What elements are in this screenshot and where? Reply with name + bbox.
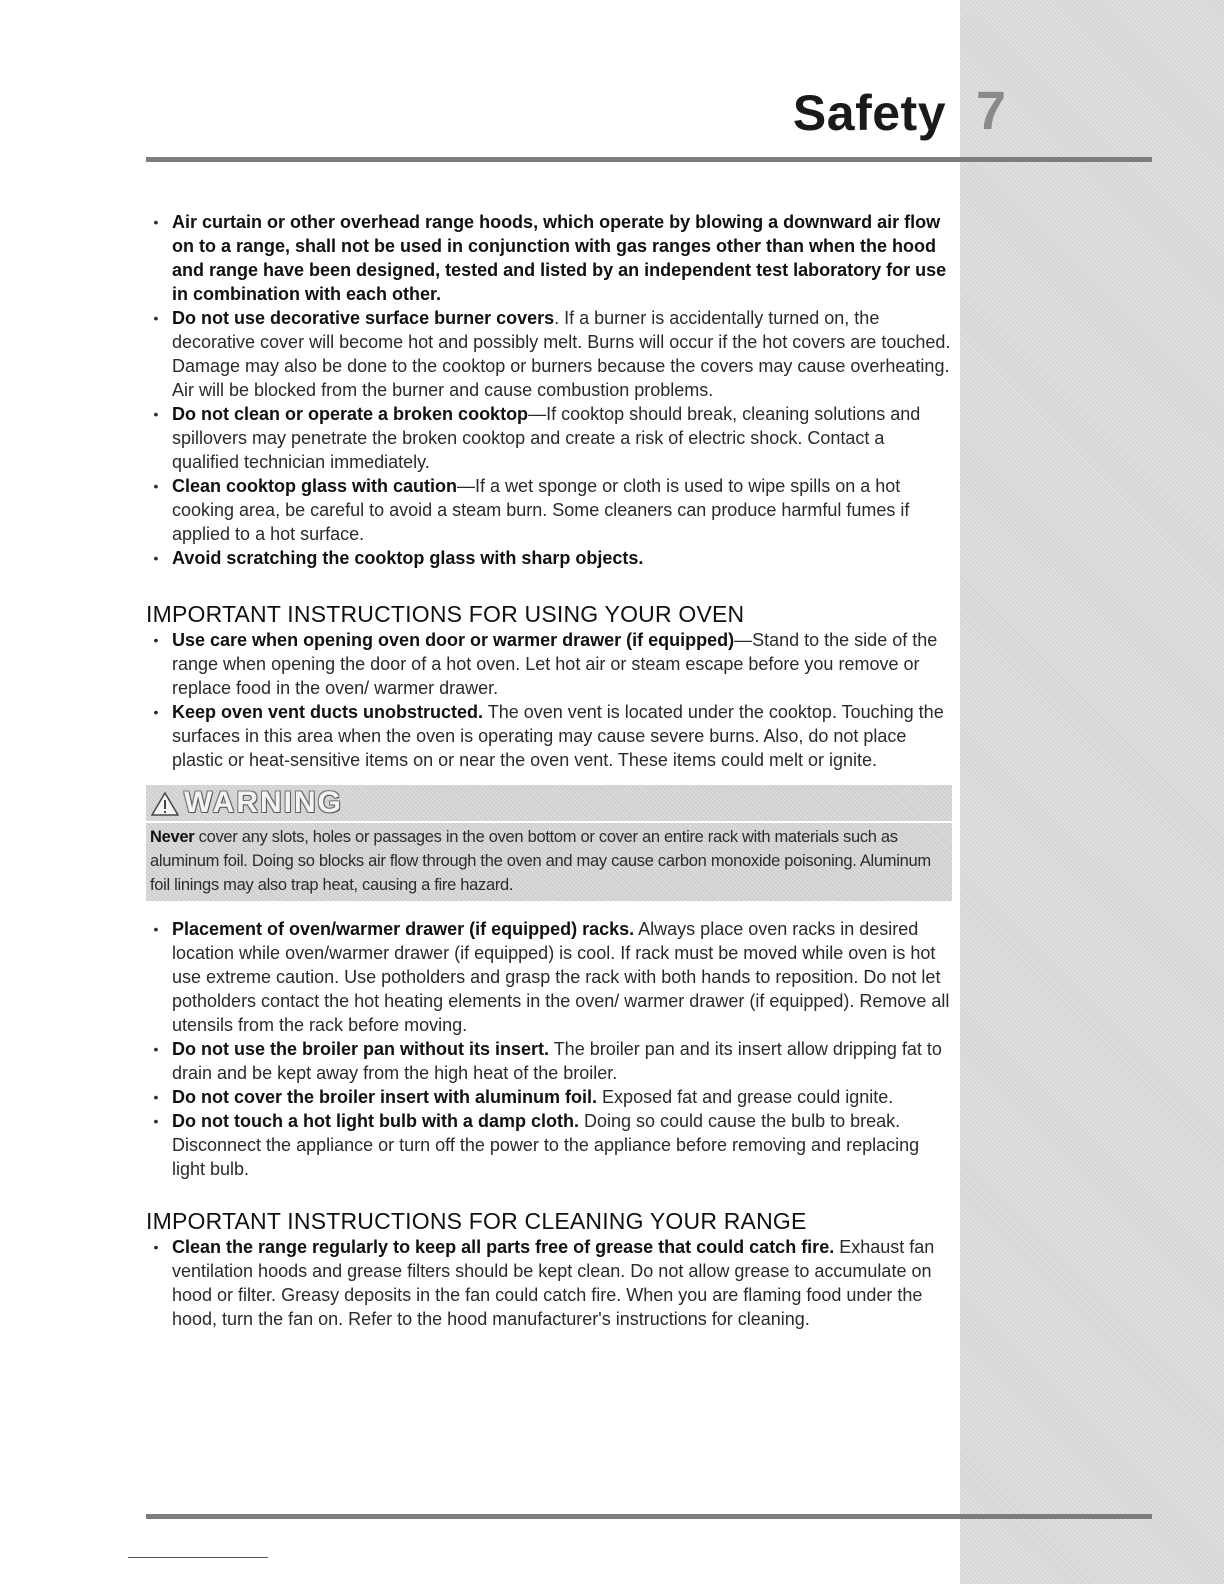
- bullet-dot-icon: •: [153, 921, 159, 937]
- bullet-dot-icon: •: [153, 1041, 159, 1057]
- oven-list: [146, 628, 952, 772]
- intro-list: [146, 210, 952, 570]
- warning-header: [150, 785, 343, 821]
- bullet-dot-icon: •: [153, 214, 159, 230]
- cleaning-list: [146, 1235, 952, 1331]
- oven-list-continued: [146, 917, 952, 1181]
- warning-text: Never cover any slots, holes or passages in the oven bottom or cover an entire rack with materials such as aluminum foil. Doing so blocks air flow through the oven and may cause carbon monoxide poisoning. Aluminum foil linings may also trap heat, causing a fire hazard.: [150, 828, 931, 894]
- list-item: • Avoid scratching the cooktop glass with sharp objects.: [146, 546, 952, 570]
- warning-divider: [146, 821, 952, 823]
- bullet-dot-icon: •: [153, 1239, 159, 1255]
- warning-title: WARNING: [184, 786, 343, 819]
- list-item: • Clean cooktop glass with caution—If a wet sponge or cloth is used to wipe spills on a hot cooking area, be careful to avoid a steam burn. Some cleaners can produce harmful fumes if applied to a hot surface.: [146, 474, 952, 546]
- warning-triangle-icon: [150, 789, 180, 817]
- top-rule: [146, 157, 1152, 162]
- list-item: • Do not clean or operate a broken cooktop—If cooktop should break, cleaning solutions and spillovers may penetrate the broken cooktop and create a risk of electric shock. Contact a qualified technician immediately.: [146, 402, 952, 474]
- list-item: • Do not cover the broiler insert with aluminum foil. Exposed fat and grease could ignite.: [146, 1085, 952, 1109]
- page-number: 7: [975, 81, 1007, 141]
- warning-box: [146, 785, 952, 901]
- list-item: • Do not use the broiler pan without its insert. The broiler pan and its insert allow dripping fat to drain and be kept away from the high heat of the broiler.: [146, 1037, 952, 1085]
- list-item: • Use care when opening oven door or warmer drawer (if equipped)—Stand to the side of the range when opening the door of a hot oven. Let hot air or steam escape before you remove or replace food in the oven/ warmer drawer.: [146, 628, 952, 700]
- list-item: • Do not use decorative surface burner covers. If a burner is accidentally turned on, the decorative cover will become hot and possibly melt. Burns will occur if the hot covers are touched. Damage may also be done to the cooktop or burners because the covers may cause overheating. Air will be blocked from the burner and cause combustion problems.: [146, 306, 952, 402]
- list-item: • Do not touch a hot light bulb with a damp cloth. Doing so could cause the bulb to break. Disconnect the appliance or turn off the power to the appliance before removing and replacing light bulb.: [146, 1109, 952, 1181]
- bullet-dot-icon: •: [153, 704, 159, 720]
- bullet-dot-icon: •: [153, 1089, 159, 1105]
- page-title: Safety: [792, 85, 946, 141]
- bullet-dot-icon: •: [153, 310, 159, 326]
- bottom-rule: [146, 1514, 1152, 1519]
- page-header: [0, 78, 1224, 148]
- main-content: [146, 210, 952, 1331]
- bullet-dot-icon: •: [153, 406, 159, 422]
- bullet-dot-icon: •: [153, 1113, 159, 1129]
- bullet-dot-icon: •: [153, 632, 159, 648]
- list-item: • Clean the range regularly to keep all parts free of grease that could catch fire. Exhaust fan ventilation hoods and grease filters should be kept clean. Do not allow grease to accumulate on hood or filter. Greasy deposits in the fan could catch fire. When you are flaming food under the hood, turn the fan on. Refer to the hood manufacturer's instructions for cleaning.: [146, 1235, 952, 1331]
- list-item: • Placement of oven/warmer drawer (if equipped) racks. Always place oven racks in desired location while oven/warmer drawer (if equipped) is cool. If rack must be moved while oven is hot use extreme caution. Use potholders and grasp the rack with both hands to reposition. Do not let potholders contact the hot heating elements in the oven/ warmer drawer (if equipped). Remove all utensils from the rack before moving.: [146, 917, 952, 1037]
- footer-link-underline: [128, 1557, 268, 1558]
- bullet-dot-icon: •: [153, 478, 159, 494]
- cleaning-section-heading: IMPORTANT INSTRUCTIONS FOR CLEANING YOUR RANGE: [146, 1208, 807, 1234]
- side-band: [960, 0, 1224, 1584]
- bullet-dot-icon: •: [153, 550, 159, 566]
- oven-section-heading: IMPORTANT INSTRUCTIONS FOR USING YOUR OVEN: [146, 601, 745, 627]
- list-item: • Air curtain or other overhead range hoods, which operate by blowing a downward air flow on to a range, shall not be used in conjunction with gas ranges other than when the hood and range have been designed, tested and listed by an independent test laboratory for use in combination with each other.: [146, 210, 952, 306]
- list-item: • Keep oven vent ducts unobstructed. The oven vent is located under the cooktop. Touching the surfaces in this area when the oven is operating may cause severe burns. Also, do not place plastic or heat-sensitive items on or near the oven vent. These items could melt or ignite.: [146, 700, 952, 772]
